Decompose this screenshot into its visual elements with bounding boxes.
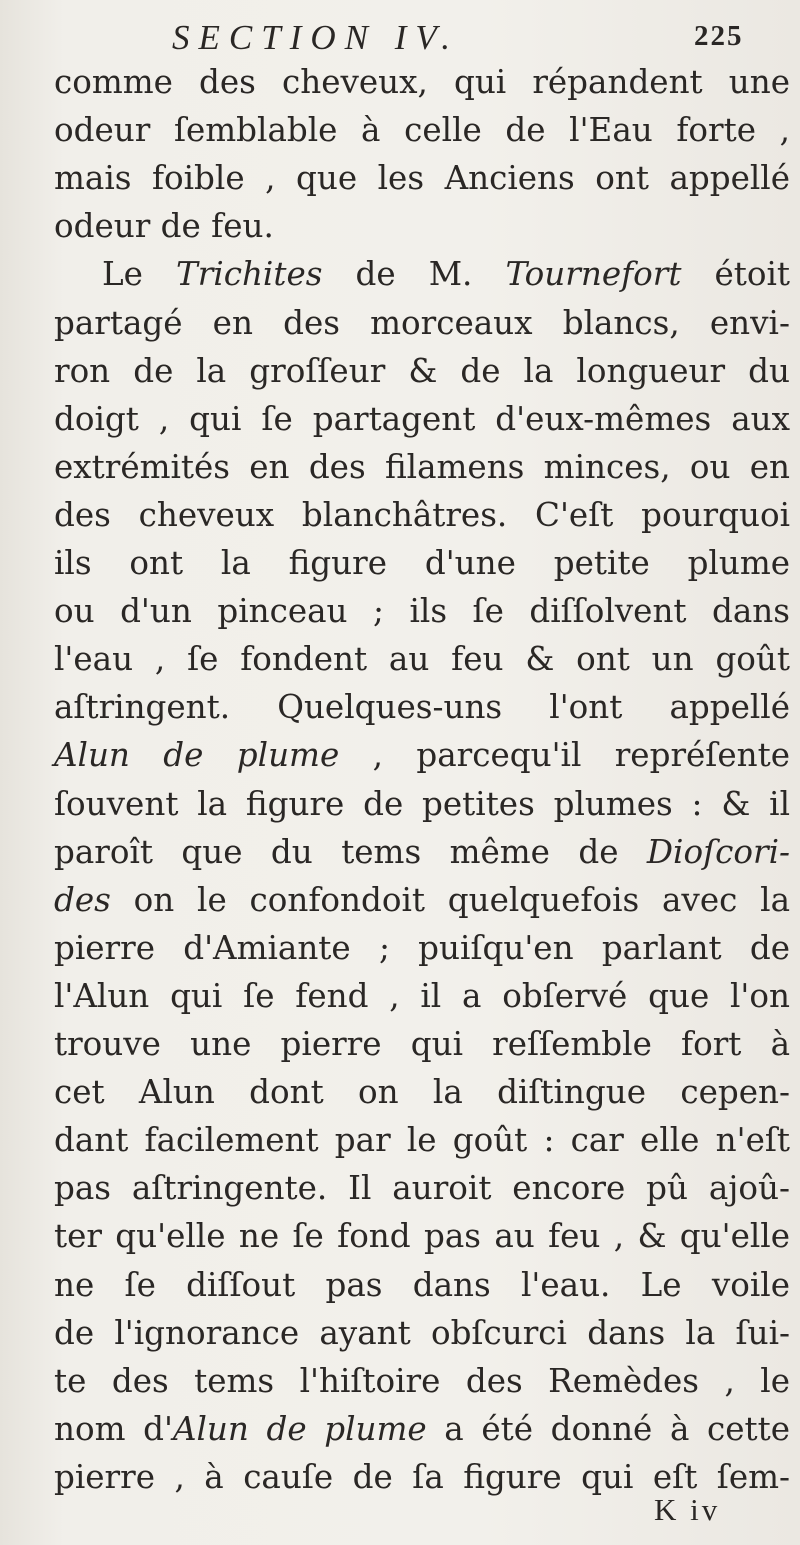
text-line — [54, 976, 790, 1016]
text-segment: ils ont la figure d'une petite plume — [54, 544, 790, 582]
text-segment: partagé en des morceaux blancs, envi- — [54, 303, 790, 342]
text-segment: pas aſtringente. Il auroit encore pû ajoû- — [54, 1169, 790, 1208]
text-line — [54, 543, 790, 583]
text-line — [54, 303, 790, 343]
italic-segment: Alun de plume — [54, 736, 340, 775]
text-line — [54, 206, 790, 246]
text-line — [54, 1120, 790, 1160]
text-segment: étoit — [681, 255, 790, 294]
italic-segment: Tournefort — [505, 255, 682, 294]
text-segment: ter qu'elle ne ſe fond pas au feu , & qu'elle — [54, 1217, 790, 1256]
text-segment: trouve une pierre qui reſſemble fort à — [54, 1025, 790, 1063]
text-line — [54, 735, 790, 775]
text-segment: mais foible , que les Anciens ont appellé — [54, 159, 790, 198]
italic-segment: des — [54, 880, 111, 919]
text-segment: ou d'un pinceau ; ils ſe diſſolvent dans — [54, 592, 790, 631]
text-line — [54, 1024, 790, 1064]
text-line — [102, 254, 790, 294]
text-segment: l'Alun qui ſe fend , il a obſervé que l'on — [54, 976, 790, 1015]
italic-segment: Alun de plume — [172, 1409, 427, 1448]
running-head: SECTION IV. — [172, 18, 459, 57]
text-line — [54, 687, 790, 727]
text-segment: on le confondoit quelquefois avec la — [110, 880, 790, 919]
text-segment: ron de la groſſeur & de la longueur du — [54, 351, 790, 390]
text-segment: a été donné à cette — [426, 1409, 791, 1448]
text-segment: doigt , qui ſe partagent d'eux-mêmes aux — [54, 399, 790, 438]
text-line — [54, 1168, 790, 1208]
italic-segment: Trichites — [175, 255, 323, 294]
text-line — [54, 591, 790, 631]
text-line — [54, 880, 790, 920]
text-line — [54, 351, 790, 391]
text-line — [54, 62, 790, 102]
text-segment: , parcequ'il repréſente — [339, 736, 790, 775]
text-line — [54, 784, 790, 824]
text-line — [54, 1265, 790, 1305]
text-segment: comme des cheveux, qui répandent une — [54, 63, 790, 101]
text-segment: extrémités en des filamens minces, ou en — [54, 447, 790, 486]
text-segment: pierre d'Amiante ; puiſqu'en parlant de — [54, 928, 790, 967]
text-segment: paroît que du tems même de — [54, 832, 647, 871]
text-segment: odeur de feu. — [54, 207, 274, 246]
text-line — [54, 110, 790, 150]
text-line — [54, 1313, 790, 1353]
text-segment: des cheveux blanchâtres. C'eſt pourquoi — [54, 495, 790, 534]
text-segment: nom d' — [54, 1409, 173, 1448]
text-line — [54, 447, 790, 487]
text-line — [54, 639, 790, 679]
signature-mark: K iv — [654, 1492, 721, 1527]
text-segment: dant facilement par le goût : car elle n'eſt — [54, 1121, 790, 1160]
text-segment: te des tems l'hiſtoire des Remèdes , le — [54, 1361, 790, 1400]
italic-segment: Dioſcori- — [646, 832, 790, 871]
page-header — [0, 14, 800, 64]
text-segment: de l'ignorance ayant obſcurci dans la ſui- — [54, 1313, 790, 1352]
text-line — [54, 495, 790, 535]
text-line — [54, 832, 790, 872]
text-line — [54, 1409, 790, 1449]
text-line — [54, 1457, 790, 1497]
text-line — [54, 158, 790, 198]
text-segment: Le — [102, 255, 176, 294]
text-segment: de M. — [322, 255, 506, 294]
text-segment: cet Alun dont on la diſtingue cepen- — [54, 1073, 790, 1112]
text-segment: aſtringent. Quelques-uns l'ont appellé — [54, 688, 790, 727]
text-segment: l'eau , ſe fondent au feu & ont un goût — [54, 640, 790, 679]
text-line — [54, 1072, 790, 1112]
text-line — [54, 928, 790, 968]
text-line — [54, 1361, 790, 1401]
text-segment: ſouvent la figure de petites plumes : & il — [54, 784, 790, 823]
text-segment: ne ſe diſſout pas dans l'eau. Le voile — [54, 1265, 790, 1304]
text-line — [54, 399, 790, 439]
text-segment: odeur ſemblable à celle de l'Eau forte , — [54, 111, 790, 150]
page-number: 225 — [694, 20, 744, 52]
text-segment: pierre , à cauſe de ſa figure qui eſt ſem- — [54, 1457, 790, 1496]
text-line — [54, 1216, 790, 1256]
